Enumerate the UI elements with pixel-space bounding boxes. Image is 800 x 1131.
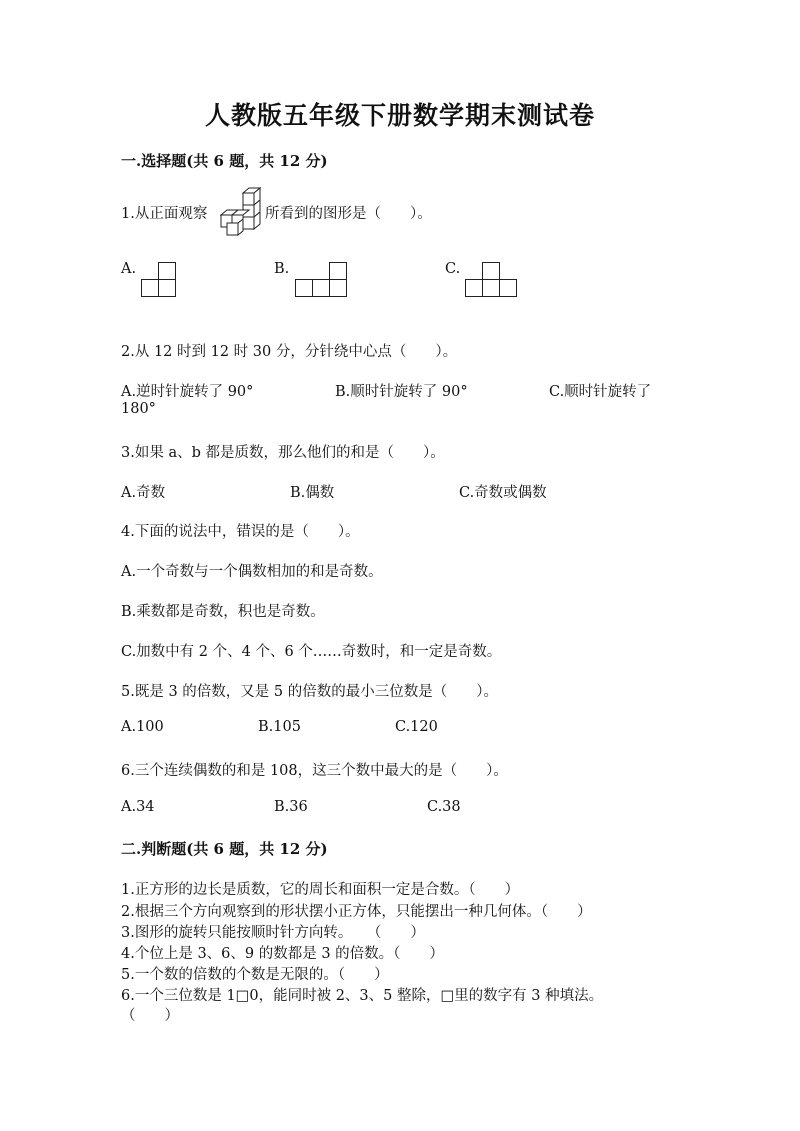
q2-option-c: C.顺时针旋转了	[549, 384, 652, 400]
q6-option-c: C.38	[427, 799, 461, 815]
q4-option-b: B.乘数都是奇数，积也是奇数。	[121, 604, 325, 620]
q2-option-b: B.顺时针旋转了 90°	[335, 384, 468, 400]
q5-option-c: C.120	[395, 719, 438, 735]
q4-option-a: A.一个奇数与一个偶数相加的和是奇数。	[121, 564, 383, 580]
cube-stack-icon	[219, 187, 265, 239]
tf-item-1: 1.正方形的边长是质数，它的周长和面积一定是合数。（ ）	[121, 882, 520, 898]
q2-stem: 2.从 12 时到 12 时 30 分，分针绕中心点（ ）。	[121, 344, 458, 360]
q6-option-b: B.36	[274, 799, 308, 815]
q1-stem-after: 所看到的图形是（ ）。	[265, 206, 432, 222]
tf-item-3: 3.图形的旋转只能按顺时针方向转。 （ ）	[121, 925, 425, 941]
q1-option-c-label: C.	[445, 261, 461, 277]
tf-item-5: 5.一个数的倍数的个数是无限的。（ ）	[121, 967, 389, 983]
q2-option-c-continued: 180°	[121, 401, 156, 417]
tf-item-6-continued: （ ）	[121, 1008, 179, 1024]
q4-stem: 4.下面的说法中，错误的是（ ）。	[121, 524, 360, 540]
q1-option-b-label: B.	[274, 261, 290, 277]
q2-option-a: A.逆时针旋转了 90°	[121, 384, 254, 400]
q3-option-a: A.奇数	[121, 485, 166, 501]
q4-option-c: C.加数中有 2 个、4 个、6 个……奇数时，和一定是奇数。	[121, 644, 502, 660]
tf-item-4: 4.个位上是 3、6、9 的数都是 3 的倍数。（ ）	[121, 946, 444, 962]
q3-stem: 3.如果 a、b 都是质数，那么他们的和是（ ）。	[121, 445, 445, 461]
q5-option-a: A.100	[121, 719, 164, 735]
section-heading-choice: 一.选择题(共 6 题，共 12 分)	[121, 152, 328, 170]
q5-option-b: B.105	[258, 719, 301, 735]
section-heading-true-false: 二.判断题(共 6 题，共 12 分)	[121, 840, 328, 858]
q5-stem: 5.既是 3 的倍数，又是 5 的倍数的最小三位数是（ ）。	[121, 684, 498, 700]
square-grid-c	[464, 261, 520, 299]
tf-item-2: 2.根据三个方向观察到的形状摆小正方体，只能摆出一种几何体。（ ）	[121, 904, 592, 920]
tf-item-6: 6.一个三位数是 1□0，能同时被 2、3、5 整除，□里的数字有 3 种填法。	[121, 988, 604, 1004]
q1-stem-before: 1.从正面观察	[121, 206, 208, 222]
q6-stem: 6.三个连续偶数的和是 108，这三个数中最大的是（ ）。	[121, 763, 508, 779]
page-title: 人教版五年级下册数学期末测试卷	[204, 101, 595, 130]
q3-option-b: B.偶数	[290, 485, 335, 501]
square-grid-a	[140, 261, 178, 299]
q6-option-a: A.34	[121, 799, 155, 815]
q1-option-a-label: A.	[121, 261, 137, 277]
square-grid-b	[294, 261, 350, 299]
q3-option-c: C.奇数或偶数	[459, 485, 547, 501]
